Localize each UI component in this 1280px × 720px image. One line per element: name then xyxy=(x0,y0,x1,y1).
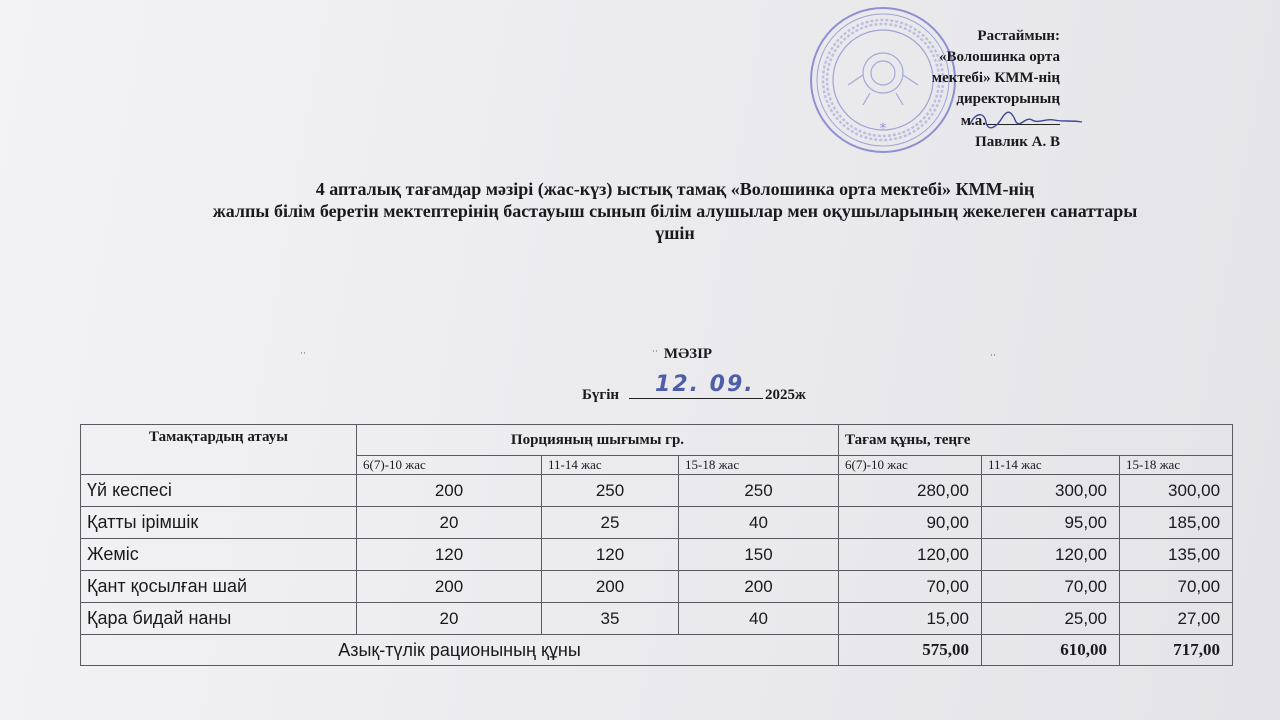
document-title xyxy=(90,178,1260,244)
header-portion: Порцияның шығымы гр. xyxy=(357,425,839,456)
portion-cell: 40 xyxy=(679,507,839,539)
price-cell: 70,00 xyxy=(1120,571,1233,603)
scan-speck: ·· xyxy=(652,346,658,356)
portion-cell: 200 xyxy=(357,475,542,507)
price-cell: 280,00 xyxy=(839,475,982,507)
portion-cell: 120 xyxy=(357,539,542,571)
portion-cell: 150 xyxy=(679,539,839,571)
total-label: Азық-түлік рационының құны xyxy=(81,635,839,666)
portion-cell: 40 xyxy=(679,603,839,635)
dish-name: Қара бидай наны xyxy=(81,603,357,635)
age-group-header: 11-14 жас xyxy=(542,456,679,475)
scan-speck: ·· xyxy=(300,348,306,358)
date-blank xyxy=(629,372,763,399)
approval-signature-line: м.а. xyxy=(880,110,1060,132)
price-cell: 25,00 xyxy=(982,603,1120,635)
portion-cell: 200 xyxy=(679,571,839,603)
stamp-star: * xyxy=(879,121,887,137)
price-cell: 95,00 xyxy=(982,507,1120,539)
price-cell: 135,00 xyxy=(1120,539,1233,571)
handwritten-signature xyxy=(966,108,1086,132)
portion-cell: 250 xyxy=(542,475,679,507)
portion-cell: 250 xyxy=(679,475,839,507)
portion-cell: 20 xyxy=(357,507,542,539)
price-cell: 185,00 xyxy=(1120,507,1233,539)
price-cell: 300,00 xyxy=(982,475,1120,507)
portion-cell: 200 xyxy=(542,571,679,603)
title-line: 4 апталық тағамдар мәзірі (жас-күз) ыстық тамақ «Волошинка орта мектебі» КММ-нің xyxy=(315,179,1035,199)
price-cell: 15,00 xyxy=(839,603,982,635)
dish-name: Қант қосылған шай xyxy=(81,571,357,603)
table-row xyxy=(81,571,1233,603)
age-group-header: 11-14 жас xyxy=(982,456,1120,475)
date-label: Бүгін xyxy=(582,387,620,403)
price-cell: 70,00 xyxy=(839,571,982,603)
portion-cell: 20 xyxy=(357,603,542,635)
price-cell: 90,00 xyxy=(839,507,982,539)
portion-cell: 35 xyxy=(542,603,679,635)
total-price-cell: 575,00 xyxy=(839,635,982,666)
approval-line: Растаймын: xyxy=(977,28,1060,44)
dish-name: Қатты ірімшік xyxy=(81,507,357,539)
total-row xyxy=(81,635,1233,666)
table-row xyxy=(81,475,1233,507)
date-line xyxy=(582,372,806,404)
header-name: Тамақтардың атауы xyxy=(81,425,357,475)
portion-cell: 25 xyxy=(542,507,679,539)
age-group-header: 6(7)-10 жас xyxy=(839,456,982,475)
dish-name: Үй кеспесі xyxy=(81,475,357,507)
dish-name: Жеміс xyxy=(81,539,357,571)
total-price-cell: 717,00 xyxy=(1120,635,1233,666)
age-group-header: 15-18 жас xyxy=(679,456,839,475)
approval-line: директорының xyxy=(956,91,1060,107)
handwritten-date: 12. 09. xyxy=(655,372,755,397)
age-group-header: 6(7)-10 жас xyxy=(357,456,542,475)
table-row xyxy=(81,539,1233,571)
approval-line: Павлик А. В xyxy=(975,134,1060,150)
price-cell: 300,00 xyxy=(1120,475,1233,507)
table-row xyxy=(81,507,1233,539)
approval-line: мектебі» КММ-нің xyxy=(931,70,1060,86)
header-price: Тағам құны, теңге xyxy=(839,425,1233,456)
total-price-cell: 610,00 xyxy=(982,635,1120,666)
portion-cell: 200 xyxy=(357,571,542,603)
price-cell: 70,00 xyxy=(982,571,1120,603)
age-group-header: 15-18 жас xyxy=(1120,456,1233,475)
approval-line: «Волошинка орта xyxy=(938,49,1060,65)
price-cell: 120,00 xyxy=(982,539,1120,571)
price-cell: 120,00 xyxy=(839,539,982,571)
approval-block xyxy=(880,26,1060,153)
table-row xyxy=(81,603,1233,635)
menu-heading: МӘЗІР xyxy=(663,346,713,362)
table-header-row xyxy=(81,425,1233,456)
title-line: жалпы білім беретін мектептерінің бастауыш сынып білім алушылар мен оқушыларының жекелеген санаттары xyxy=(212,201,1138,221)
price-cell: 27,00 xyxy=(1120,603,1233,635)
date-year: 2025ж xyxy=(765,387,806,403)
scan-speck: ·· xyxy=(990,350,996,360)
portion-cell: 120 xyxy=(542,539,679,571)
title-line: үшін xyxy=(655,223,695,243)
menu-table xyxy=(80,424,1233,666)
